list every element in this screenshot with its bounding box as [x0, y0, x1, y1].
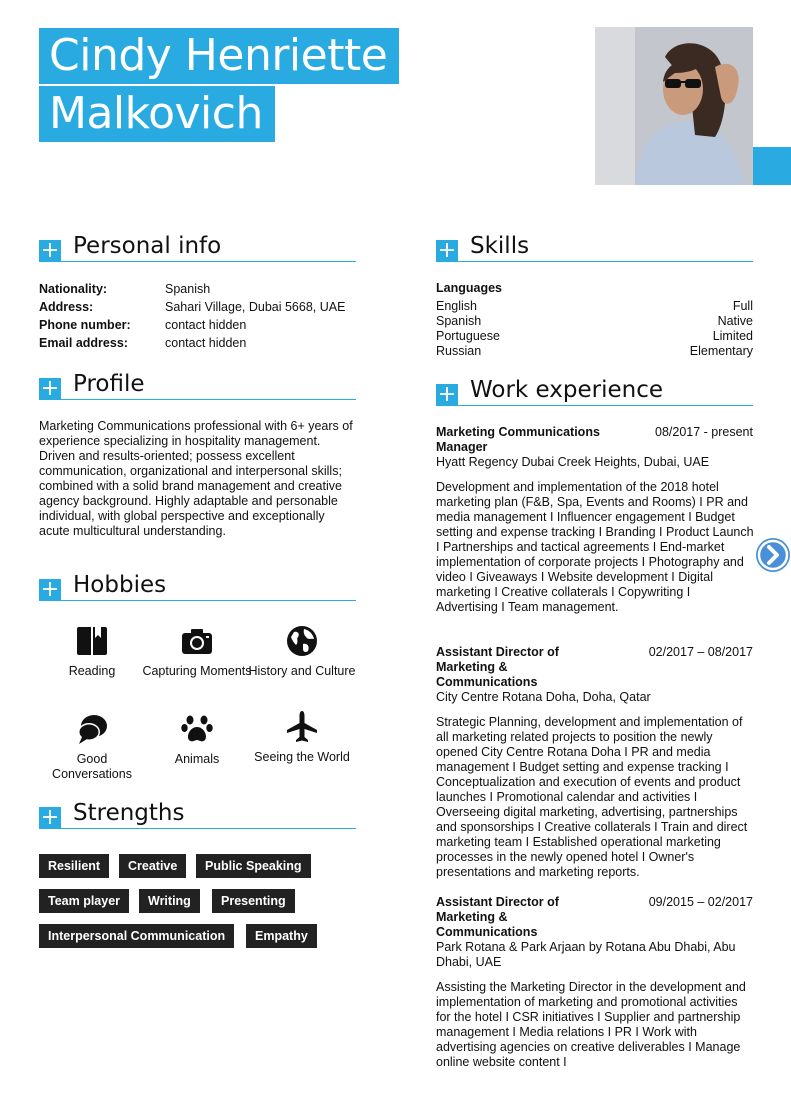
languages-label: Languages [436, 281, 502, 295]
work-experience-header [436, 375, 753, 406]
speech-bubbles-icon [75, 712, 109, 746]
section-title: Work experience [470, 377, 664, 403]
language-level: Native [717, 314, 753, 328]
strengths-header [39, 798, 356, 829]
hobby-capturing-moments [142, 624, 252, 679]
language-level: Full [732, 299, 753, 313]
hobby-label: History and Culture [248, 664, 356, 678]
plus-icon: + [40, 577, 60, 602]
skills-header [436, 231, 753, 262]
info-value: Sahari Village, Dubai 5668, UAE [165, 300, 346, 314]
hobby-reading [37, 624, 147, 679]
personal-info-header [39, 231, 356, 262]
hobby-label: Good Conversations [52, 752, 132, 781]
info-label: Address: [39, 300, 94, 314]
hobby-animals [142, 712, 252, 767]
hobby-label: Capturing Moments [142, 664, 252, 678]
hobby-label: Reading [68, 664, 116, 678]
strength-tag: Empathy [246, 924, 317, 948]
globe-icon [285, 624, 319, 658]
strength-tag: Public Speaking [196, 854, 311, 878]
job-description: Development and implementation of the 2018 hotel marketing plan (F&B, Spa, Events and Rooms) I PR and media management I Influencer engagement I Budget setting and expense tracking I Branding I Product Launch I Partnerships and tactical agreements I End-market implementation of corporate projects I Photography and video I Giveaways I Website development I Digital marketing I Creative collaterals I Copywriting I Advertising I Team management. [436, 480, 754, 614]
portrait-illustration [595, 27, 753, 185]
book-icon [75, 624, 109, 658]
job-title: Assistant Director of Marketing & Communications [436, 895, 559, 939]
paw-icon [180, 712, 214, 746]
profile-photo [595, 27, 753, 185]
job-organization: Hyatt Regency Dubai Creek Heights, Dubai, UAE [436, 455, 710, 469]
hobby-good-conversations [37, 712, 147, 782]
plus-icon: + [40, 376, 60, 401]
hobbies-header [39, 570, 356, 601]
strength-tag: Presenting [212, 889, 295, 913]
hobby-label: Seeing the World [254, 750, 350, 764]
plus-icon: + [437, 382, 457, 407]
info-label: Phone number: [39, 318, 131, 332]
strength-tag: Creative [119, 854, 186, 878]
plus-icon: + [437, 238, 457, 263]
strength-tag: Interpersonal Communication [39, 924, 234, 948]
profile-text: Marketing Communications professional with 6+ years of experience specializing in hospitality management. Driven and results-oriented; possess excellent communication, organizational and interpersonal skills; combined with a solid brand management and creative agency background. Highly adaptable and personable individual, with global perspective and exceptionally acute multicultural understanding. [39, 419, 353, 538]
language-name: English [436, 299, 477, 313]
info-label: Email address: [39, 336, 128, 350]
strength-tag: Resilient [39, 854, 109, 878]
plus-icon: + [40, 805, 60, 830]
language-row [436, 329, 753, 344]
profile-header [39, 369, 356, 400]
info-value: Spanish [165, 282, 211, 296]
name-last-line: Malkovich [39, 86, 275, 142]
hobby-label: Animals [174, 752, 220, 766]
plus-icon: + [40, 238, 60, 263]
info-label: Nationality: [39, 282, 108, 296]
job-description: Assisting the Marketing Director in the development and implementation of marketing and promotional activities for the hotel I CSR initiatives I Supplier and partnership management I Media relations I PR I Work with advertising agencies on creative deliverables I Manage online website content I [436, 980, 746, 1069]
job-date: 08/2017 - present [655, 425, 753, 439]
language-level: Elementary [689, 344, 753, 358]
camera-icon [180, 624, 214, 658]
photo-accent-block [753, 147, 791, 185]
job-date: 09/2015 – 02/2017 [648, 895, 753, 909]
chevron-right-icon [756, 538, 790, 572]
next-page-button[interactable] [756, 538, 790, 572]
section-title: Strengths [73, 800, 185, 826]
job-title: Marketing Communications Manager [436, 425, 600, 454]
language-row [436, 344, 753, 359]
hobby-seeing-the-world [247, 710, 357, 765]
info-value: contact hidden [165, 318, 247, 332]
info-value: contact hidden [165, 336, 247, 350]
language-name: Portuguese [436, 329, 500, 343]
strength-tag: Writing [139, 889, 200, 913]
strength-tag: Team player [39, 889, 129, 913]
name-first-line: Cindy Henriette [39, 28, 399, 84]
hobby-history-culture [247, 624, 357, 679]
job-description: Strategic Planning, development and implementation of all marketing related projects to position the newly opened City Centre Rotana Doha I PR and media management I Budget setting and expense tracking I Conceptualization and execution of events and product launches I Promotional calendar and activities I Overseeing digital marketing, advertising, partnerships and sponsorships I Creative collaterals I Train and direct marketing team I Established operational marketing processes in the newly opened hotel I Owner's presentations and marketing reports. [436, 715, 748, 879]
job-title: Assistant Director of Marketing & Communications [436, 645, 559, 689]
language-row [436, 299, 753, 314]
airplane-icon [285, 710, 319, 744]
section-title: Skills [470, 233, 530, 259]
job-date: 02/2017 – 08/2017 [648, 645, 753, 659]
language-name: Russian [436, 344, 482, 358]
language-level: Limited [712, 329, 753, 343]
section-title: Profile [73, 371, 145, 397]
job-organization: City Centre Rotana Doha, Doha, Qatar [436, 690, 651, 704]
language-name: Spanish [436, 314, 482, 328]
job-organization: Park Rotana & Park Arjaan by Rotana Abu Dhabi, Abu Dhabi, UAE [436, 940, 736, 969]
language-row [436, 314, 753, 329]
section-title: Hobbies [73, 572, 167, 598]
section-title: Personal info [73, 233, 222, 259]
